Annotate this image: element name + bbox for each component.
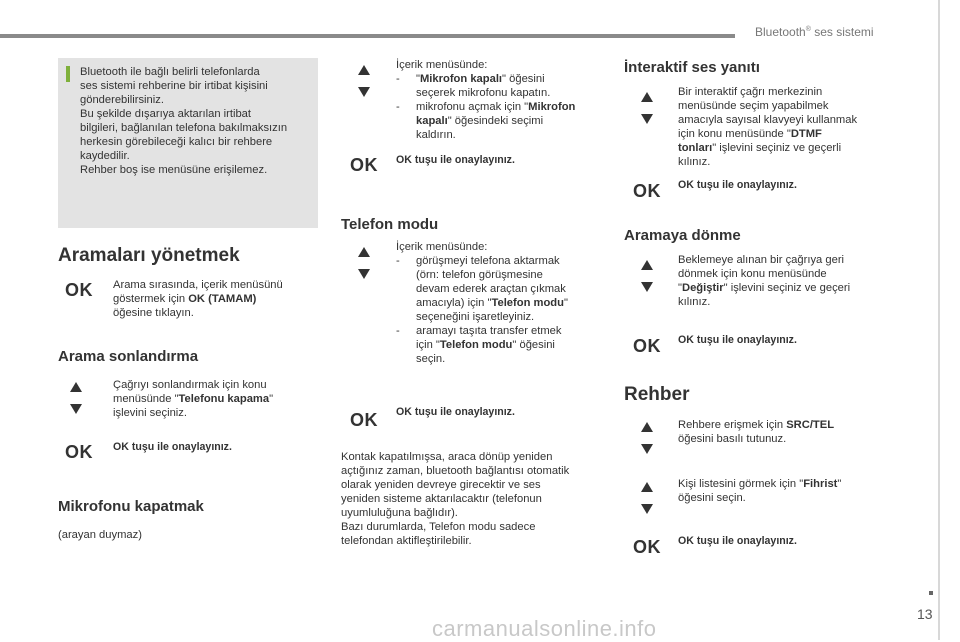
section-title: Bluetooth® ses sistemi: [755, 25, 874, 39]
header-bar: [0, 34, 735, 38]
directory-text-1: Rehbere erişmek için SRC/TEL öğesini basılı tutunuz.: [678, 419, 835, 445]
ok-icon: OK: [633, 181, 661, 201]
mic-ok-text: OK tuşu ile onaylayınız.: [396, 154, 515, 166]
list-item: - aramayı taşıta transfer etmek için "Telefon modu" öğesini seçin.: [396, 325, 562, 365]
end-call-text: Çağrıyı sonlandırmak için konu menüsünde "Telefonu kapama" işlevini seçiniz.: [113, 379, 274, 419]
up-down-arrows-icon: [69, 380, 83, 416]
info-icon: [66, 66, 70, 82]
heading-end-call: Arama sonlandırma: [58, 348, 199, 365]
phone-mode-ok-text: OK tuşu ile onaylayınız.: [396, 406, 515, 418]
phone-mode-intro: İçerik menüsünde:: [396, 241, 488, 253]
list-item: - "Mikrofon kapalı" öğesini seçerek mikrofonu kapatın.: [396, 73, 551, 99]
ok-icon: OK: [65, 280, 93, 300]
manage-calls-text: Arama sırasında, içerik menüsünü göstermek için OK (TAMAM) öğesine tıklayın.: [113, 279, 283, 319]
page-marker: [929, 591, 933, 595]
ok-icon: OK: [65, 442, 93, 462]
heading-directory: Rehber: [624, 384, 690, 405]
directory-ok-text: OK tuşu ile onaylayınız.: [678, 535, 797, 547]
directory-text-2: Kişi listesini görmek için "Fihrist" öğesini seçin.: [678, 478, 842, 504]
page-number: 13: [917, 606, 933, 622]
watermark: carmanualsonline.info: [432, 616, 657, 641]
return-call-text: Beklemeye alınan bir çağrıya geri dönmek için konu menüsünde "Değiştir" işlevini seçiniz ve geçeri kılınız.: [678, 254, 851, 308]
ok-icon: OK: [350, 410, 378, 430]
up-down-arrows-icon: [640, 420, 654, 456]
list-item: - görüşmeyi telefona aktarmak (örn: telefon görüşmesine devam ederek araçtan çıkmak amacıyla) için "Telefon modu" seçeneğini işaretleyiniz.: [396, 255, 568, 323]
info-text: Bluetooth ile bağlı belirli telefonlarda ses sistemi rehberine bir irtibat kişisini gönderebilirsiniz. Bu şekilde dışarıya aktarılan irtibat bilgileri, bağlanılan telefona bakılmaksızın herkesin görebileceği kalıcı bir rehbere kaydedilir. Rehber boş ise menüsüne erişilemez.: [80, 66, 288, 176]
ok-icon: OK: [633, 336, 661, 356]
ok-icon: OK: [350, 155, 378, 175]
return-call-ok-text: OK tuşu ile onaylayınız.: [678, 334, 797, 346]
interactive-voice-ok-text: OK tuşu ile onaylayınız.: [678, 179, 797, 191]
phone-mode-note: Kontak kapatılmışsa, araca dönüp yeniden açtığınız zaman, bluetooth bağlantısı otomatik olarak yeniden devreye girecektir ve ses yeniden sisteme aktarılacaktır (telefonun uyumluluğuna bağlıdır). Bazı durumlarda, Telefon modu sadece telefondan aktifleştirilebilir.: [341, 451, 570, 547]
heading-mute-mic: Mikrofonu kapatmak: [58, 498, 204, 515]
mic-menu-text: [396, 58, 606, 142]
up-down-arrows-icon: [640, 90, 654, 126]
ok-icon: OK: [633, 537, 661, 557]
interactive-voice-text: Bir interaktif çağrı merkezinin menüsünde seçim yapabilmek amacıyla sayısal klavyeyi kullanmak için konu menüsünde "DTMF tonları" işlevini seçiniz ve geçerli kılınız.: [678, 86, 858, 168]
heading-phone-mode: Telefon modu: [341, 216, 439, 233]
mute-mic-subtitle: (arayan duymaz): [58, 529, 142, 541]
up-down-arrows-icon: [357, 245, 371, 281]
mic-menu-intro: İçerik menüsünde:: [396, 59, 488, 71]
heading-interactive-voice: İnteraktif ses yanıtı: [624, 59, 760, 76]
up-down-arrows-icon: [640, 480, 654, 516]
list-item: - mikrofonu açmak için "Mikrofon kapalı" öğesindeki seçimi kaldırın.: [396, 101, 576, 141]
heading-return-call: Aramaya dönme: [624, 227, 741, 244]
end-call-ok-text: OK tuşu ile onaylayınız.: [113, 441, 232, 453]
phone-mode-text: [396, 240, 606, 366]
heading-manage-calls: Aramaları yönetmek: [58, 245, 240, 266]
up-down-arrows-icon: [357, 63, 371, 99]
page-edge-line: [938, 0, 940, 640]
up-down-arrows-icon: [640, 258, 654, 294]
